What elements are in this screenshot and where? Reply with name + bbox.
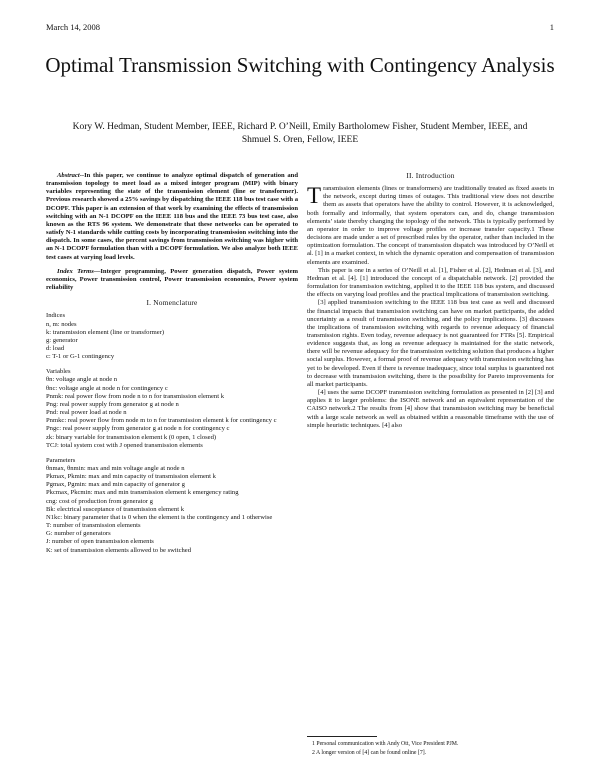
drop-cap: T (307, 183, 322, 209)
nomenclature-parameter-item: G: number of generators (46, 530, 111, 538)
index-terms-text: —Integer programming, Power generation dispatch, Power system economics, Power transmission control, Power transmission economics, Power system reliability (46, 267, 299, 292)
right-column (307, 172, 554, 430)
abstract (46, 172, 298, 262)
index-terms (46, 268, 298, 292)
intro-paragraph-3: [3] applied transmission switching to the IEEE 118 bus test case as well and discussed the financial impacts that transmission switching can have on market participants, the added uncertainty as a result of transmission switching, and the policy implications. [3] discusses the implications of transmission switching with regards to revenue adequacy of financial transmission rights. Even today, revenue adequacy is not guaranteed for FTRs [5]. Empirical evidence suggests that, as long as revenue adequacy is maintained for the static network, there will be revenue adequacy for the transmission switching solution that produces a higher social surplus. However, a formal proof of revenue adequacy with transmission switching has yet to be developed. Even if there is revenue inadequacy, since total surplus is guaranteed not to decrease with transmission switching, there is the possibility for Pareto improvements for all market participants. (307, 299, 554, 388)
nomenclature-parameter-item: Pkcmax, Pkcmin: max and min transmission element k emergency rating (46, 489, 239, 497)
nomenclature-variable-item: Pnd: real power load at node n (46, 409, 127, 417)
nomenclature-variable-item: TCJ: total system cost with J opened transmission elements (46, 441, 203, 449)
nomenclature-parameter-item: J: number of open transmission elements (46, 538, 154, 546)
nomenclature-parameter-item: Pkmax, Pkmin: max and min capacity of transmission element k (46, 473, 216, 481)
nomenclature-parameter-item: T: number of transmission elements (46, 522, 141, 530)
nomenclature-parameter-item: cng: cost of production from generator g (46, 497, 153, 505)
variables-title: Variables (46, 368, 71, 376)
abstract-text: --In this paper, we continue to analyze optimal dispatch of generation and transmission topology to meet load as a mixed integer program (MIP) with binary variables representing the state of the transmission element (line or transformer). Previous research showed a 25% savings by dispatching the IEEE 118 bus test case with a DCOPF. This paper is an extension of that work by examining the effects of transmission switching with an N-1 DCOPF on the IEEE 118 bus and the IEEE 73 bus test case, also known as the RTS 96 system. We demonstrate that these networks can be operated to satisfy N-1 standards while cutting costs by incorporating transmission switching into the dispatch. In some cases, the percent savings from transmission switching was higher with an N-1 DCOPF formulation than with a DCOPF formulation. We also analyze both IEEE test cases at varying load levels. (46, 172, 298, 261)
nomenclature-variable-item: Pngc: real power supply from generator g at node n for contingency c (46, 425, 230, 433)
parameters-title: Parameters (46, 456, 76, 464)
nomenclature-index-item: c: T-1 or G-1 contingency (46, 353, 115, 361)
nomenclature-variable-item: Pnmkc: real power flow from node m to n for transmission element k for contingency c (46, 417, 277, 425)
nomenclature-variable-item: Pnmk: real power flow from node n to n for transmission element k (46, 392, 224, 400)
nomenclature-parameter-item: Bk: electrical susceptance of transmission element k (46, 505, 185, 513)
header-date: March 14, 2008 (46, 22, 101, 32)
left-column (46, 172, 298, 555)
author-list: Kory W. Hedman, Student Member, IEEE, Richard P. O’Neill, Emily Bartholomew Fisher, Student Member, IEEE, and Shmuel S. Oren, Fellow, IEEE (72, 122, 528, 145)
intro-paragraph-2: This paper is one in a series of O’Neill et al. [1], Fisher et al. [2], Hedman et al. [3], and Hedman et al. [4]. [1] introduced the concept of a dispatchable network. [2] provided the formulation for transmission switching, applied it to the IEEE 118 bus system, and discussed the effects on varying load profiles and the practical implications of transmission switching. (307, 266, 554, 299)
introduction-heading: II. Introduction (406, 171, 455, 180)
nomenclature-index-item: g: generator (46, 336, 78, 344)
nomenclature-index-item: d: load (46, 344, 65, 352)
intro-paragraph-1-text: ransmission elements (lines or transformers) are traditionally treated as fixed assets in the network, except during times of outages. This traditional view does not describe them as assets that operators have the ability to control. However, it is acknowledged, both formally and informally, that system operators can, and do, change transmission elements’ state thereby changing the topology of the network. This is typically performed by an operator in order to improve voltage profiles or increase transfer capacity.1 These decisions are made under a set of prescribed rules by the operator, rather than included in the optimization formulation. The concept of transmission dispatch was introduced by O’Neill et al. [1] in a market context, in which the dynamic operation and compensation of transmission elements are examined. (307, 185, 554, 266)
nomenclature-parameter-item: θnmax, θnmin: max and min voltage angle at node n (46, 465, 185, 472)
nomenclature-index-item: n, m: nodes (46, 320, 77, 328)
parameters-list (46, 465, 298, 555)
indices-title: Indices (46, 312, 66, 320)
nomenclature-parameter-item: Pgmax, Pgmin: max and min capacity of generator g (46, 481, 185, 489)
variables-list (46, 376, 298, 449)
indices-list (46, 321, 298, 362)
intro-paragraph-4: [4] uses the same DCOPF transmission switching formulation as presented in [2] [3] and applies it to larger problems: the ISONE network and an equivalent representation of the CAISO network.2 The results from [4] show that transmission switching may be beneficial with a large scale network as well as obtained within a reasonable timeframe with the use of simple heuristic techniques. [4] also (307, 389, 554, 429)
abstract-label: Abstract (57, 172, 80, 179)
footnote-rule (307, 736, 377, 737)
page-number: 1 (549, 22, 554, 32)
paper-title: Optimal Transmission Switching with Contingency Analysis (45, 53, 555, 77)
nomenclature-variable-item: θnc: voltage angle at node n for contingency c (46, 384, 168, 392)
footnote-1: 1 Personal communication with Andy Ott, Vice President PJM. (312, 741, 459, 747)
nomenclature-parameter-item: K: set of transmission elements allowed to be switched (46, 546, 192, 554)
nomenclature-parameter-item: N1kc: binary parameter that is 0 when the element is the contingency and 1 otherwise (46, 513, 273, 521)
nomenclature-heading: I. Nomenclature (146, 298, 198, 308)
nomenclature-variable-item: zk: binary variable for transmission element k (0 open, 1 closed) (46, 433, 217, 441)
nomenclature-variable-item: Png: real power supply from generator g at node n (46, 400, 179, 408)
intro-paragraph-1 (307, 185, 554, 267)
footnote-2: 2 A longer version of [4] can be found online [7]. (312, 750, 427, 756)
nomenclature-index-item: k: transmission element (line or transformer) (46, 328, 165, 336)
index-terms-label: Index Terms (57, 267, 94, 275)
nomenclature-variable-item: θn: voltage angle at node n (46, 376, 118, 384)
